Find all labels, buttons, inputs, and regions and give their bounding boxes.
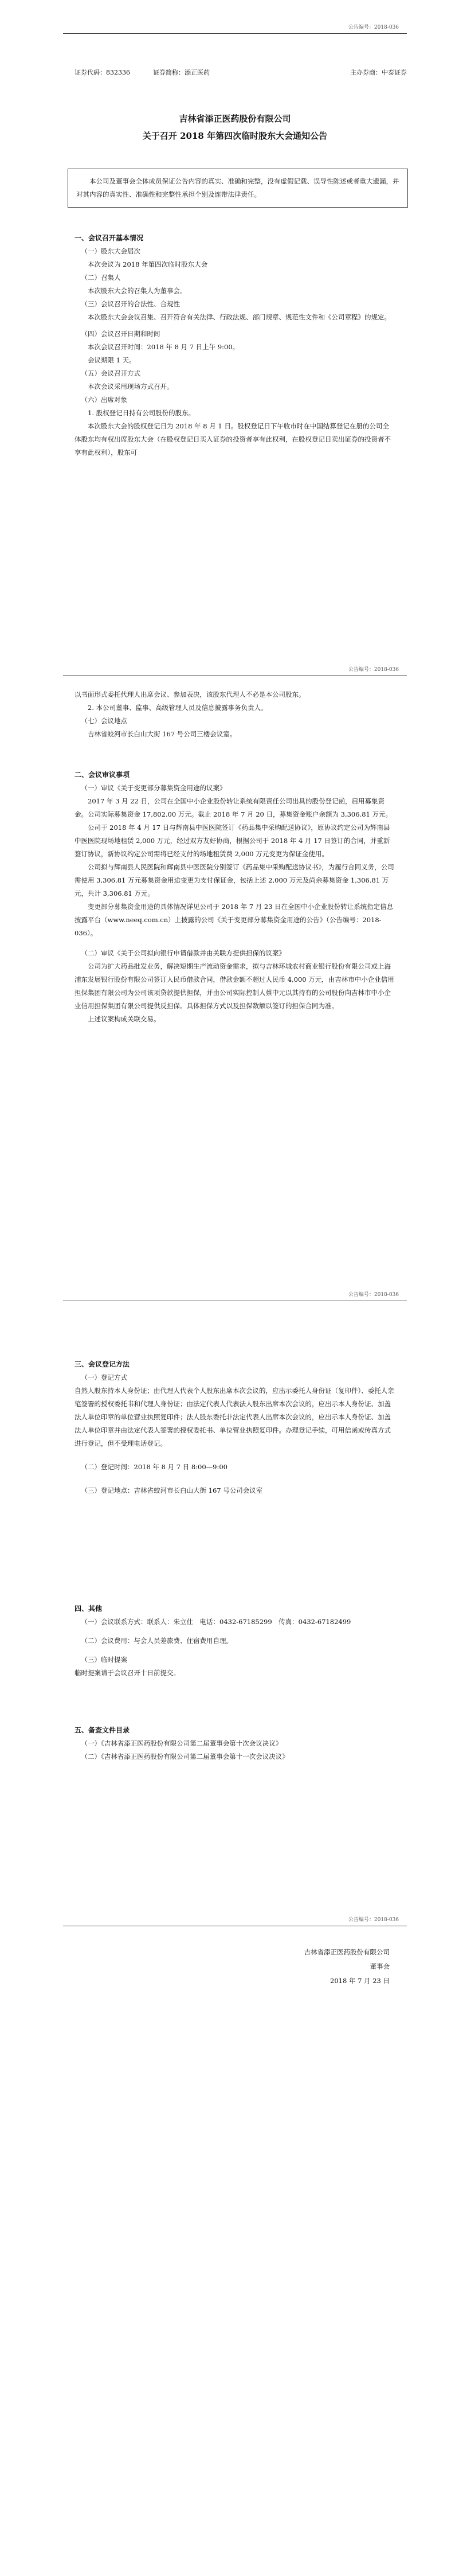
security-code: 证券代码：832336 [74,69,130,76]
paragraph: 本次股东大会会议召集、召开符合有关法律、行政法规、部门规章、规范性文件和《公司章程》的规定。 [88,313,391,321]
paragraph: 本次会议召开时间：2018 年 8 月 7 日上午 9:00。 [88,343,240,351]
paragraph: 变更部分募集资金用途的具体情况详见公司于 2018 年 7 月 23 日在全国中小企业股份转让系统指定信息披露平台（www.neeq.com.cn）上披露的公司《关于变更部分募集资金用途的公告》（公告编号：2018-036）。 [74,903,394,937]
page-number: 公告编号：2018-036 [348,25,399,30]
sub-heading: （七）会议地点 [81,717,127,725]
sub-heading: （六）出席对象 [81,396,127,404]
security-short-name: 证券简称：添正医药 [153,69,210,76]
paragraph: 上述议案构成关联交易。 [88,1015,160,1023]
header-rule [63,33,407,34]
section-1-continued [74,688,395,741]
section-1 [74,232,395,459]
signature-company: 吉林省添正医药股份有限公司 [304,1948,390,1956]
sub-heading: （一）股东大会届次 [81,247,140,255]
registration-place: （三）登记地点：吉林省蛟河市长白山大街 167 号公司会议室 [81,1486,263,1494]
section-heading: 二、会议审议事项 [74,771,130,779]
registration-time: （二）登记时间：2018 年 8 月 7 日 8:00—9:00 [81,1463,227,1471]
section-3 [74,1358,395,1497]
signature-board: 董事会 [370,1962,390,1970]
sub-heading: （一）登记方式 [81,1373,127,1381]
reference-document: （一）《吉林省添正医药股份有限公司第二届董事会第十次会议决议》 [81,1739,283,1747]
sub-heading: （二）召集人 [81,274,121,282]
page-number: 公告编号：2018-036 [348,1917,399,1923]
section-heading: 一、会议召开基本情况 [74,234,144,242]
paragraph: 1. 股权登记日持有公司股份的股东。 [88,409,195,417]
reference-document: （二）《吉林省添正医药股份有限公司第二届董事会第十一次会议决议》 [81,1753,289,1761]
page-number: 公告编号：2018-036 [348,667,399,673]
paragraph: 公司拟与辉南县人民医院和辉南县中医医院分别签订《药品集中采购配送协议书》，为履行合同义务，公司需使用 3,306.81 万元募集资金用途变更为支付保证金，包括上述 2,000 万元及尚余募集资金 1,306.81 万元，共计 3,306.81 万元。 [74,863,394,897]
paragraph: 本次会议为 2018 年第四次临时股东大会 [88,260,208,268]
sub-heading: （五）会议召开方式 [81,369,140,377]
meeting-fees: （二）会议费用：与会人员差旅费、住宿费用自理。 [81,1637,233,1645]
paragraph: 临时提案请于会议召开十日前提交。 [74,1669,180,1677]
sponsor-broker: 主办券商：中泰证券 [350,69,407,76]
paragraph: 以书面形式委托代理人出席会议、参加表决，该股东代理人不必是本公司股东。 [74,690,305,698]
signature-date: 2018 年 7 月 23 日 [330,1977,390,1985]
sub-heading: （一）审议《关于变更部分募集资金用途的议案》 [81,784,226,792]
paragraph: 公司于 2018 年 4 月 17 日与辉南县中医医院签订《药品集中采购配送协议》，原协议约定公司为辉南县中医医院现场地租赁 2,000 万元，经过双方友好协商，根据公司于 2018 年 4 月 17 日签订的合同，并重新签订协议，新协议约定公司需将已经支付的场地租赁费 2,000 万元变更为保证金使用。 [74,823,390,858]
paragraph: 2017 年 3 月 22 日，公司在全国中小企业股份转让系统有限责任公司出具的股份登记函，启用募集资金。公司实际募集资金 17,802.00 万元。截止 2018 年 7 月 20 日，募集资金账户余额为 3,306.81 万元。 [74,797,393,818]
paragraph: 2. 本公司董事、监事、高级管理人员及信息披露事务负责人。 [88,704,268,712]
signature-block [218,1945,390,1988]
company-title: 吉林省添正医药股份有限公司 [179,114,291,124]
section-heading: 三、会议登记方法 [74,1360,130,1368]
sub-heading: （二）审议《关于公司拟向银行申请借款并由关联方提供担保的议案》 [81,949,285,957]
section-4 [74,1602,395,1680]
sub-heading: （三）临时提案 [81,1656,127,1664]
page-number: 公告编号：2018-036 [348,1292,399,1298]
paragraph: 自然人股东持本人身份证；由代理人代表个人股东出席本次会议的，应出示委托人身份证（复印件）、委托人亲笔签署的授权委托书和代理人身份证；由法定代表人代表法人股东出席本次会议的，应出示本人身份证、加盖法人单位印章的单位营业执照复印件；法人股东委托非法定代表人出席本次会议的，应出示本人身份证、加盖法人单位印章并由法定代表人签署的授权委托书、单位营业执照复印件。办理登记手续，可用信函或传真方式进行登记，但不受理电话登记。 [74,1387,394,1447]
section-heading: 五、备查文件目录 [74,1726,130,1734]
notice-title: 关于召开 2018 年第四次临时股东大会通知公告 [142,131,328,141]
section-5 [74,1724,395,1763]
paragraph: 吉林省蛟河市长白山大街 167 号公司三楼会议室。 [88,730,237,738]
sub-heading: （四）会议召开日期和时间 [81,330,160,338]
paragraph: 本次股东大会的召集人为董事会。 [88,287,187,295]
security-info-line [74,68,407,77]
section-2 [74,768,395,1026]
section-heading: 四、其他 [74,1605,103,1613]
paragraph: 本次股东大会的股权登记日为 2018 年 8 月 1 日。股权登记日下午收市时在中国结算登记在册的公司全体股东均有权出席股东大会（在股权登记日买入证券的投资者享有此权利，在股权登记日卖出证券的投资者不享有此权利），股东可 [74,422,391,456]
paragraph: 会议期限 1 天。 [88,356,136,364]
contact-info: （一）会议联系方式：联系人：朱立仕 电话：0432-67185299 传真：0432-67182499 [81,1618,351,1626]
sub-heading: （三）会议召开的合法性、合规性 [81,300,180,308]
paragraph: 公司为扩大药品批发业务，解决短期生产流动资金需求，拟与吉林环城农村商业银行股份有限公司或上海浦东发展银行股份有限公司签订人民币借款合同，借款金额不超过人民币 4,000 万元，由吉林市中小企业信用担保集团有限公司为公司该项贷款提供担保，并由公司实际控制人蔡中元以其持有的公司股份向吉林市中小企业信用担保集团有限公司提供反担保。具体担保方式以及担保数额以签订的担保合同为准。 [74,962,394,1010]
paragraph: 本次会议采用现场方式召开。 [88,383,174,391]
disclaimer-box: 本公司及董事会全体成员保证公告内容的真实、准确和完整，没有虚假记载、误导性陈述或者重大遗漏，并对其内容的真实性、准确性和完整性承担个别及连带法律责任。 [68,169,408,208]
